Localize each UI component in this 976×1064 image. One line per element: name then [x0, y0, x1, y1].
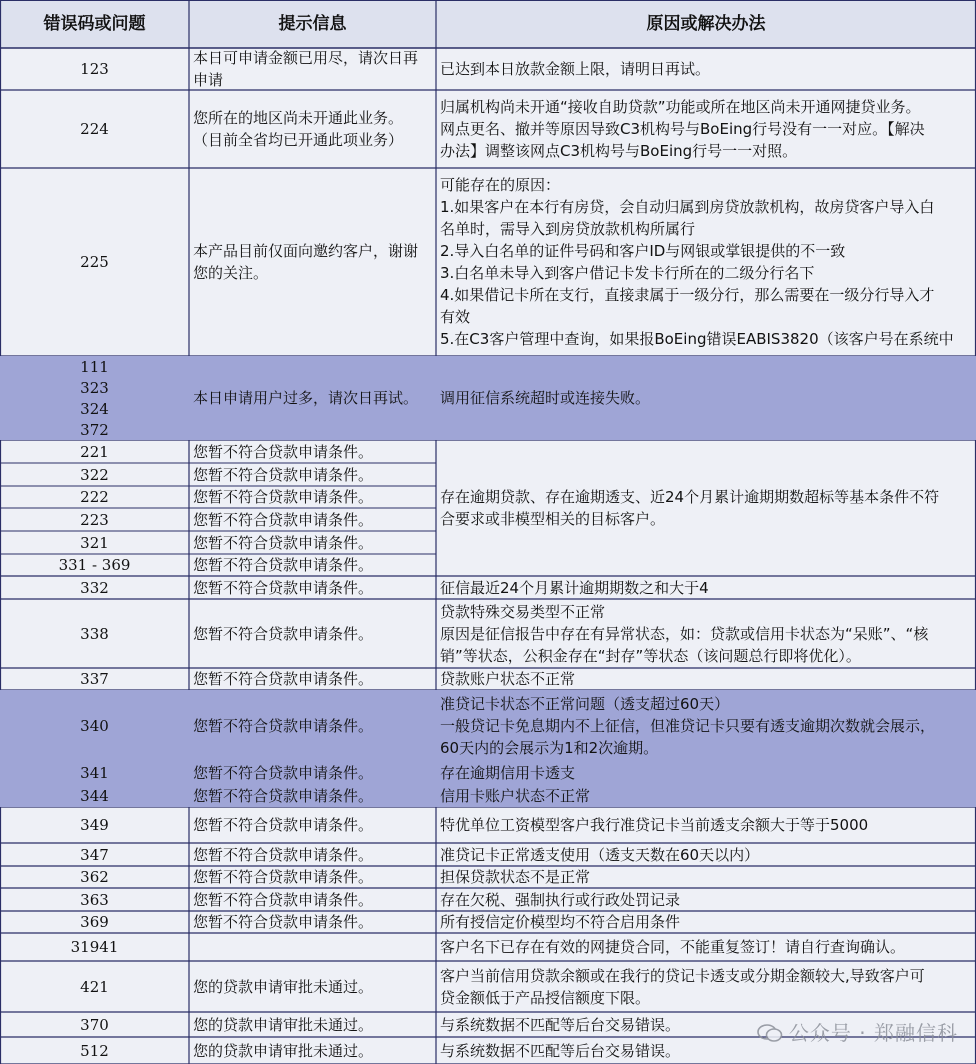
column-header: 错误码或问题: [43, 14, 146, 34]
reason-solution: 特优单位工资模型客户我行准贷记卡当前透支余额大于等于5000: [440, 816, 869, 834]
error-code: 324: [80, 399, 109, 418]
reason-solution: 与系统数据不匹配等后台交易错误。: [440, 1015, 681, 1034]
reason-solution: 客户当前信用贷款余额或在我行的贷记卡透支或分期金额较大,导致客户可 贷金额低于产品授信额度下限。: [440, 966, 925, 1007]
error-code: 331 - 369: [58, 556, 131, 574]
error-code: 322: [80, 465, 109, 484]
reason-solution: 可能存在的原因： 1.如果客户在本行有房贷，会自动归属到房贷放款机构，故房贷客户导入白 名单时，需导入到房贷放款机构所属行 2.导入白名单的证件号码和客户ID与网银或掌银提供的不一致 3.白名单未导入到客户借记卡发卡行所在的二级分行名下 4.如果借记卡所在支行，直接隶属于一级分行，那么需要在一级分行导入才 有效 5.在C3客户管理中查询，如果报BoEing错误EABIS3820（该客户号在系统中: [440, 176, 954, 348]
watermark-text: 公众号 · 郑融信科: [788, 1021, 958, 1045]
error-code: 341: [80, 764, 109, 782]
error-code: 225: [80, 253, 109, 271]
prompt-message: 本产品目前仅面向邀约客户，谢谢 您的关注。: [193, 242, 419, 282]
error-code: 332: [80, 578, 109, 597]
error-code: 512: [80, 1041, 109, 1060]
prompt-message: 您所在的地区尚未开通此业务。 （目前全省均已开通此项业务）: [193, 109, 404, 149]
error-code: 224: [80, 120, 109, 138]
error-code: 223: [80, 510, 109, 529]
error-code: 349: [80, 816, 109, 834]
prompt-message: 您暂不符合贷款申请条件。: [193, 624, 374, 643]
error-code: 222: [80, 488, 109, 506]
prompt-message: 本日申请用户过多，请次日再试。: [193, 389, 419, 407]
error-code: 323: [80, 378, 109, 397]
prompt-message: 您暂不符合贷款申请条件。: [193, 510, 374, 529]
error-code: 372: [80, 420, 109, 439]
reason-solution: 贷款特殊交易类型不正常 原因是征信报告中存在有异常状态，如：贷款或信用卡状态为“呆账”、“核 销”等状态，公积金存在“封存”等状态（该问题总行即将优化）。: [440, 602, 929, 665]
error-code: 111: [80, 357, 109, 376]
prompt-message: 本日可申请金额已用尽，请次日再 申请: [193, 49, 419, 89]
reason-solution: 存在欠税、强制执行或行政处罚记录: [440, 890, 681, 909]
reason-solution: 归属机构尚未开通“接收自助贷款”功能或所在地区尚未开通网捷贷业务。 网点更名、撤并等原因导致C3机构号与BoEing行号没有一一对应。【解决 办法】调整该网点C3机构号与BoEing行号一一对照。: [440, 98, 925, 160]
prompt-message: 您暂不符合贷款申请条件。: [193, 717, 374, 735]
error-code: 362: [80, 868, 109, 886]
prompt-message: 您暂不符合贷款申请条件。: [193, 578, 374, 597]
prompt-message: 您暂不符合贷款申请条件。: [193, 488, 374, 506]
column-header: 原因或解决办法: [646, 14, 766, 34]
prompt-message: 您暂不符合贷款申请条件。: [193, 764, 374, 782]
reason-solution: 存在逾期信用卡透支: [440, 764, 576, 782]
prompt-message: [189, 933, 436, 961]
error-code: 321: [80, 533, 109, 552]
error-code: 123: [80, 60, 109, 78]
error-code: 421: [80, 977, 109, 996]
prompt-message: 您暂不符合贷款申请条件。: [193, 868, 374, 886]
reason-solution: 征信最近24个月累计逾期期数之和大于4: [440, 578, 709, 597]
prompt-message: 您暂不符合贷款申请条件。: [193, 465, 374, 484]
error-code: 338: [80, 624, 109, 643]
error-code: 369: [80, 913, 109, 931]
error-code: 337: [80, 670, 109, 688]
error-code: 31941: [70, 938, 119, 956]
reason-solution: 准贷记卡状态不正常问题（透支超过60天） 一般贷记卡免息期内不上征信，但准贷记卡只要有透支逾期次数就会展示， 60天内的会展示为1和2次逾期。: [440, 695, 936, 757]
error-code: 347: [80, 845, 109, 864]
column-header: 提示信息: [278, 14, 347, 34]
prompt-message: 您暂不符合贷款申请条件。: [193, 670, 374, 688]
reason-solution: 与系统数据不匹配等后台交易错误。: [440, 1041, 681, 1060]
reason-solution: 已达到本日放款金额上限，请明日再试。: [440, 60, 711, 78]
prompt-message: 您的贷款申请审批未通过。: [193, 1015, 374, 1034]
wechat-icon: [757, 1023, 783, 1043]
error-code: 340: [80, 717, 109, 735]
prompt-message: 您暂不符合贷款申请条件。: [193, 913, 374, 931]
error-code: 344: [80, 786, 109, 805]
reason-solution: 准贷记卡正常透支使用（透支天数在60天以内）: [440, 845, 760, 864]
error-code: 363: [80, 890, 109, 909]
reason-solution: 所有授信定价模型均不符合启用条件: [440, 913, 681, 931]
prompt-message: 您暂不符合贷款申请条件。: [193, 816, 374, 834]
reason-solution: 调用征信系统超时或连接失败。: [440, 389, 651, 407]
watermark: [757, 1017, 958, 1046]
reason-solution: 客户名下已存在有效的网捷贷合同，不能重复签订！请自行查询确认。: [440, 938, 906, 956]
error-code: 221: [80, 442, 109, 461]
reason-solution: 存在逾期贷款、存在逾期透支、近24个月累计逾期期数超标等基本条件不符 合要求或非模型相关的目标客户。: [440, 488, 940, 528]
reason-solution: 担保贷款状态不是正常: [440, 868, 591, 886]
prompt-message: 您的贷款申请审批未通过。: [193, 1041, 374, 1060]
prompt-message: 您暂不符合贷款申请条件。: [193, 845, 374, 864]
prompt-message: 您暂不符合贷款申请条件。: [193, 442, 374, 461]
prompt-message: 您暂不符合贷款申请条件。: [193, 533, 374, 552]
prompt-message: 您暂不符合贷款申请条件。: [193, 786, 374, 805]
prompt-message: 您暂不符合贷款申请条件。: [193, 556, 374, 574]
prompt-message: 您的贷款申请审批未通过。: [193, 977, 374, 996]
error-code: 370: [80, 1015, 109, 1034]
reason-solution: 信用卡账户状态不正常: [440, 786, 591, 805]
reason-solution: 贷款账户状态不正常: [440, 670, 576, 688]
prompt-message: 您暂不符合贷款申请条件。: [193, 890, 374, 909]
